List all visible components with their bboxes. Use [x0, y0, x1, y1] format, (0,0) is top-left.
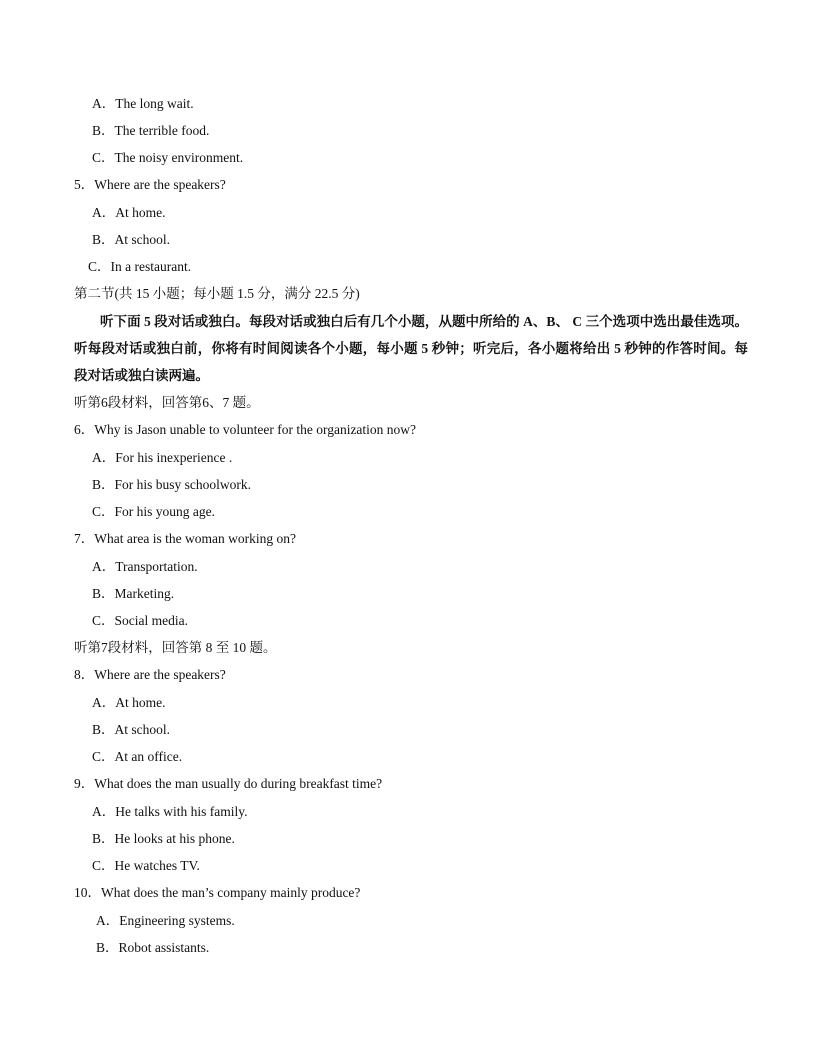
q6-option-b: B．For his busy schoolwork. [92, 477, 252, 492]
q10-option-b: B．Robot assistants. [96, 940, 210, 955]
option-b: B．The terrible food. [92, 123, 210, 138]
option-c: C．The noisy environment. [92, 150, 244, 165]
q8-option-a: A．At home. [92, 695, 166, 710]
q7-option-b: B．Marketing. [92, 586, 175, 601]
q7-option-a: A．Transportation. [92, 559, 198, 574]
q6-option-c: C．For his young age. [92, 504, 215, 519]
q8-option-b: B．At school. [92, 722, 171, 737]
section-instructions: 听下面 5 段对话或独白。每段对话或独白后有几个小题，从题中所给的 A、B、 C 三个选项中选出最佳选项。听每段对话或独白前，你将有时间阅读各个小题，每小题 5 秒钟；听完后，各小题将给出 5 秒钟的作答时间。每段对话或独白读两遍。 [74, 314, 748, 383]
section-heading: 第二节(共 15 小题；每小题 1.5 分，满分 22.5 分) [74, 286, 360, 301]
question-5: 5．Where are the speakers? [74, 177, 226, 192]
q8-option-c: C．At an office. [92, 749, 183, 764]
question-8: 8．Where are the speakers? [74, 667, 226, 682]
q9-option-c: C．He watches TV. [92, 858, 200, 873]
q7-option-c: C．Social media. [92, 613, 188, 628]
q9-option-a: A．He talks with his family. [92, 804, 248, 819]
q9-option-b: B．He looks at his phone. [92, 831, 235, 846]
material-7-intro: 听第7段材料，回答第 8 至 10 题。 [74, 640, 277, 655]
option-a: A．The long wait. [92, 96, 194, 111]
q5-option-b: B．At school. [92, 232, 171, 247]
question-9: 9．What does the man usually do during breakfast time? [74, 776, 383, 791]
material-6-intro: 听第6段材料，回答第6、7 题。 [74, 395, 260, 410]
question-7: 7．What area is the woman working on? [74, 531, 296, 546]
question-10: 10．What does the man’s company mainly produce? [74, 885, 361, 900]
q6-option-a: A．For his inexperience . [92, 450, 233, 465]
q10-option-a: A．Engineering systems. [96, 913, 235, 928]
q5-option-c: C．In a restaurant. [88, 259, 192, 274]
question-6: 6．Why is Jason unable to volunteer for the organization now? [74, 422, 417, 437]
q5-option-a: A．At home. [92, 205, 166, 220]
